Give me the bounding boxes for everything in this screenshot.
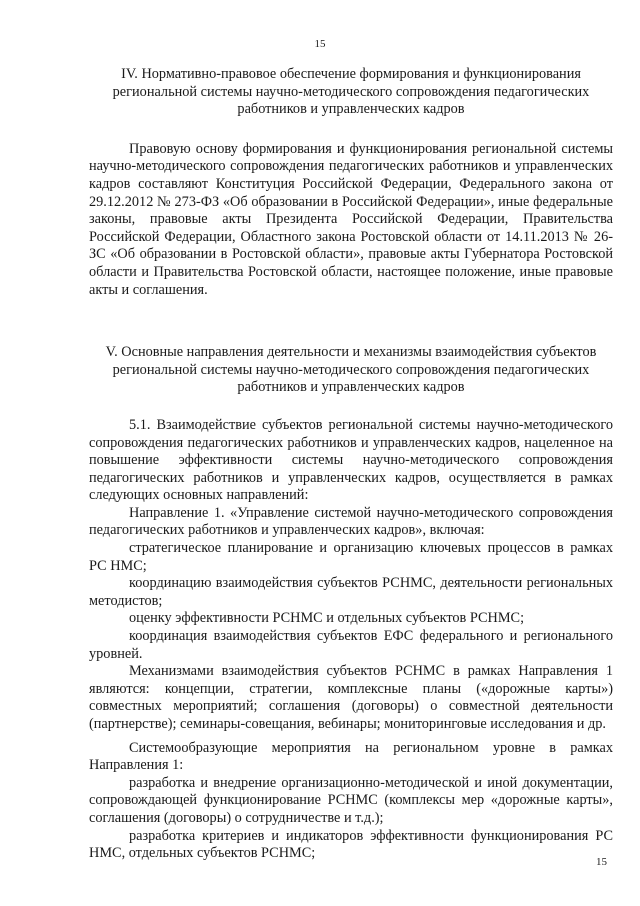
section-5-paragraph: Механизмами взаимодействия субъектов РСНМС в рамках Направления 1 являются: концепции, стратегии, комплексные планы («дорожные карты») совместных мероприятий; соглашения (договоры) о совместной деятельности (партнерстве); семинары-совещания, вебинары; мониторинговые исследования и др. [89,663,613,732]
section-5-paragraph: координация взаимодействия субъектов ЕФС федерального и регионального уровней. [89,628,613,662]
section-5-paragraph: Направление 1. «Управление системой научно-методического сопровождения педагогических работников и управленческих кадров», включая: [89,504,613,539]
section-5-paragraph: разработка критериев и индикаторов эффективности функционирования РС НМС, отдельных субъектов РСНМС; [89,827,613,862]
section-5-paragraph: координацию взаимодействия субъектов РСНМС, деятельности региональных методистов; [89,575,613,609]
page-number-top: 15 [314,38,326,50]
document-body [89,66,613,863]
section-5-paragraph: разработка и внедрение организационно-методической и иной документации, сопровождающей функционирование РСНМС (комплексы мер «дорожные карты», соглашения (договоры) о сотрудничестве и т.д.); [89,774,613,826]
section-4-heading: IV. Нормативно-правовое обеспечение формирования и функционирования региональной системы научно-методического сопровождения педагогических работников и управленческих кадров [112,66,590,118]
section-5-paragraph: Системообразующие мероприятия на региональном уровне в рамках Направления 1: [89,739,613,774]
section-5-heading: V. Основные направления деятельности и механизмы взаимодействия субъектов региональной системы научно-методического сопровождения педагогических работников и управленческих кадров [105,344,597,396]
page-number-bottom: 15 [596,856,607,868]
section-5-paragraph: 5.1. Взаимодействие субъектов региональной системы научно-методического сопровождения педагогических работников и управленческих кадров, нацеленное на повышение эффективности системы научно-методического сопровождения педагогических работников и управленческих кадров, осуществляется в рамках следующих основных направлений: [89,416,613,504]
section-4-paragraph: Правовую основу формирования и функционирования региональной системы научно-методического сопровождения педагогических работников и управленческих кадров составляют Конституция Российской Федерации, Федерального закона от 29.12.2012 № 273-ФЗ «Об образовании в Российской Федерации», иные федеральные законы, правовые акты Президента Российской Федерации, Правительства Российской Федерации, Областного закона Ростовской области от 14.11.2013 № 26-ЗС «Об образовании в Ростовской области», правовые акты Губернатора Ростовской области и Правительства Ростовской области, настоящее положение, иные правовые акты и соглашения. [89,140,613,298]
section-5-paragraph: оценку эффективности РСНМС и отдельных субъектов РСНМС; [129,610,525,627]
section-5-paragraph: стратегическое планирование и организацию ключевых процессов в рамках РС НМС; [89,540,613,574]
